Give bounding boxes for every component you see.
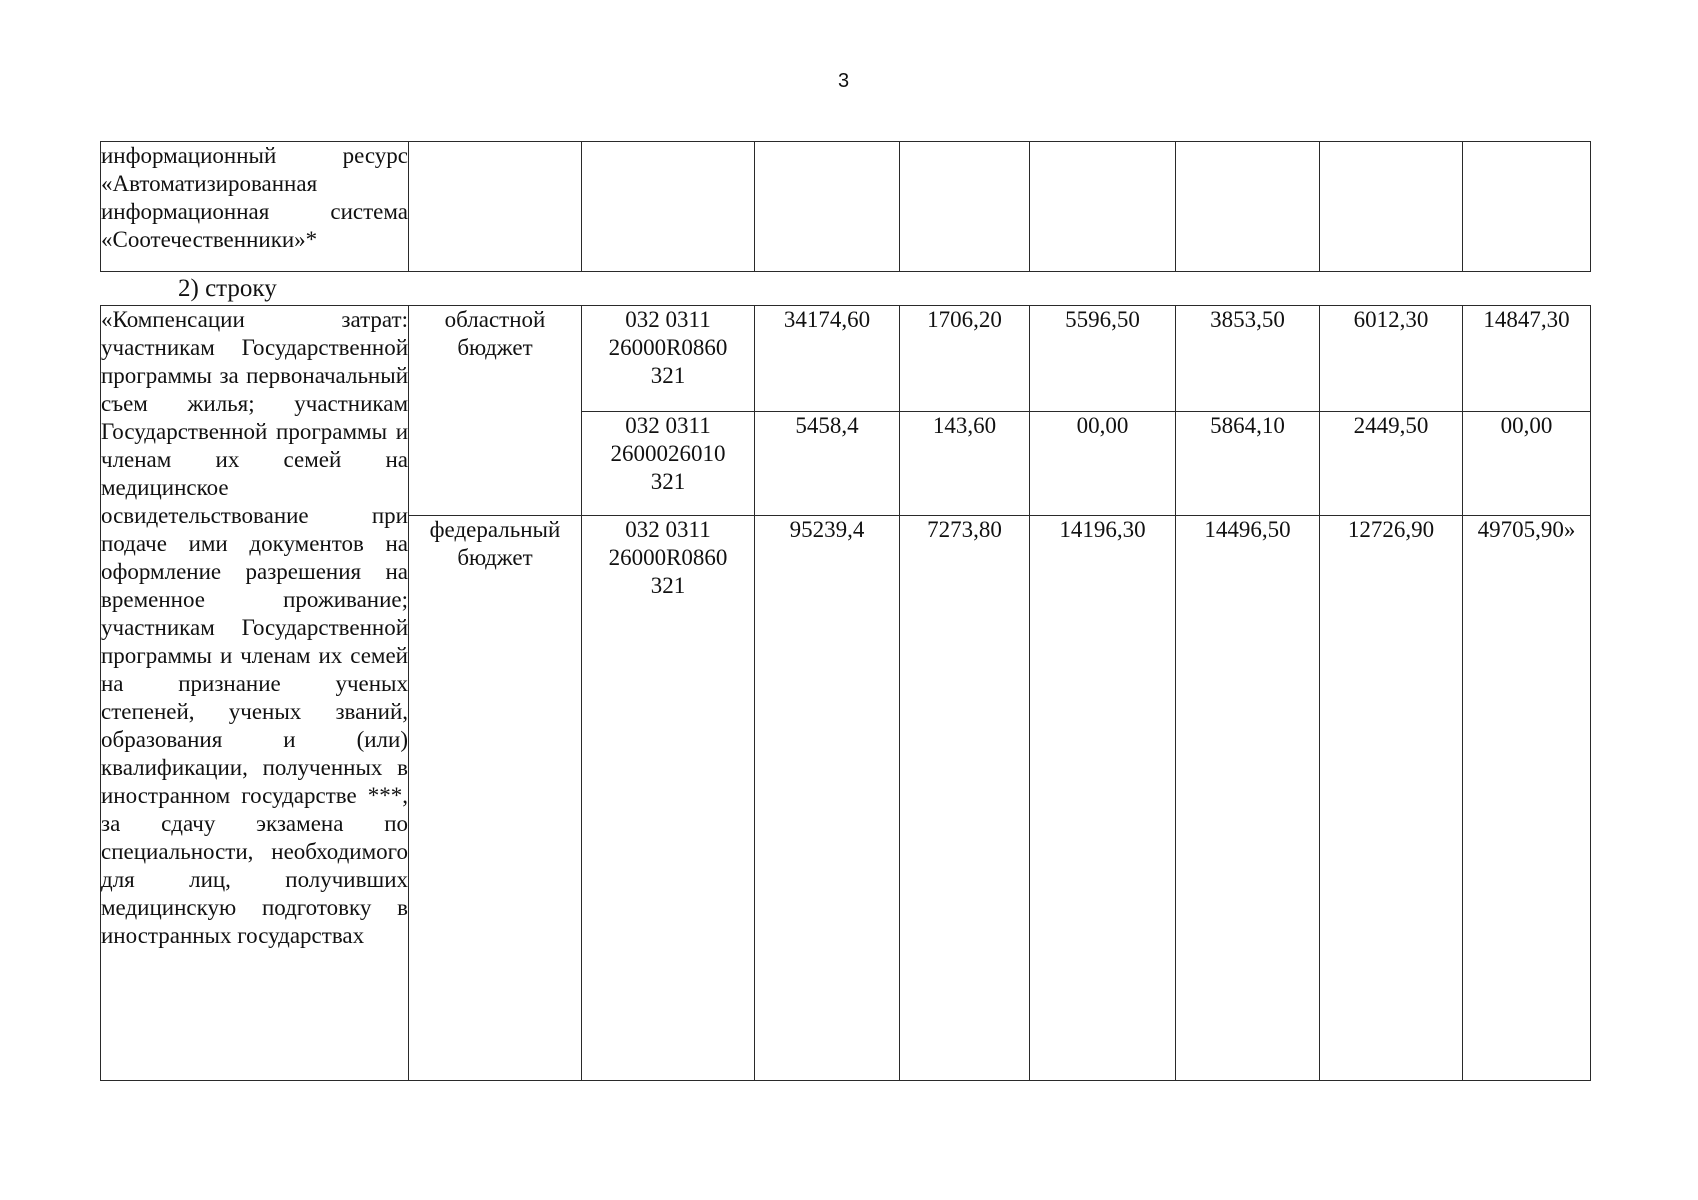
budget-code-cell <box>582 306 755 412</box>
table-row <box>101 306 1591 412</box>
amount-year-1: 7273,80 <box>900 516 1030 1081</box>
compensation-description-cell <box>101 306 409 1081</box>
page-number: 3 <box>838 70 850 92</box>
funding-source-line: бюджет <box>457 335 533 360</box>
resource-description-cell <box>101 142 409 272</box>
funding-source-line: бюджет <box>457 545 533 570</box>
amount-year-3: 5864,10 <box>1176 412 1320 516</box>
funding-source-line: федеральный <box>429 517 561 542</box>
amount-year-4: 2449,50 <box>1320 412 1463 516</box>
budget-code-line: 321 <box>650 469 686 494</box>
empty-cell <box>1030 142 1176 272</box>
amount-year-1: 143,60 <box>900 412 1030 516</box>
replacement-table <box>100 305 1591 1081</box>
amount-year-5: 14847,30 <box>1463 306 1591 412</box>
amount-year-2: 5596,50 <box>1030 306 1176 412</box>
compensation-description: «Компенсации затрат: участникам Государственной программы за первоначальный съем жилья; участникам Государственной программы и членам их семей на медицинское освидетельствование при подаче ими документов на оформление разрешения на временное проживание; участникам Государственной программы и членам их семей на признание ученых степеней, ученых званий, образования и (или) квалификации, полученных в иностранном государстве ***, за сдачу экзамена по специальности, необходимого для лиц, получивших медицинскую подготовку в иностранных государствах <box>101 307 408 948</box>
amount-year-3: 3853,50 <box>1176 306 1320 412</box>
amount-year-5: 00,00 <box>1463 412 1591 516</box>
budget-code-line: 032 0311 <box>625 307 711 332</box>
budget-code-line: 26000R0860 <box>608 335 728 360</box>
empty-cell <box>582 142 755 272</box>
amount-total: 34174,60 <box>755 306 900 412</box>
amount-total: 95239,4 <box>755 516 900 1081</box>
funding-source-cell <box>409 516 582 1081</box>
amount-year-1: 1706,20 <box>900 306 1030 412</box>
budget-code-cell <box>582 516 755 1081</box>
budget-code-line: 2600026010 <box>610 441 726 466</box>
amount-year-2: 00,00 <box>1030 412 1176 516</box>
budget-code-line: 032 0311 <box>625 413 711 438</box>
continuation-table <box>100 141 1591 272</box>
amount-year-4: 12726,90 <box>1320 516 1463 1081</box>
amount-year-3: 14496,50 <box>1176 516 1320 1081</box>
resource-description: информационный ресурс «Автоматизированная информационная система «Соотечественники»* <box>101 143 408 252</box>
amount-year-5: 49705,90» <box>1463 516 1591 1081</box>
amount-total: 5458,4 <box>755 412 900 516</box>
funding-source-cell <box>409 306 582 516</box>
budget-code-line: 032 0311 <box>625 517 711 542</box>
funding-source-line: областной <box>444 307 546 332</box>
empty-cell <box>1176 142 1320 272</box>
budget-code-cell <box>582 412 755 516</box>
empty-cell <box>409 142 582 272</box>
empty-cell <box>1320 142 1463 272</box>
empty-cell <box>1463 142 1591 272</box>
amount-year-4: 6012,30 <box>1320 306 1463 412</box>
empty-cell <box>900 142 1030 272</box>
section-label: 2) строку <box>178 275 277 302</box>
budget-code-line: 321 <box>650 363 686 388</box>
budget-code-line: 321 <box>650 573 686 598</box>
budget-code-line: 26000R0860 <box>608 545 728 570</box>
table-row <box>101 142 1591 272</box>
amount-year-2: 14196,30 <box>1030 516 1176 1081</box>
empty-cell <box>755 142 900 272</box>
